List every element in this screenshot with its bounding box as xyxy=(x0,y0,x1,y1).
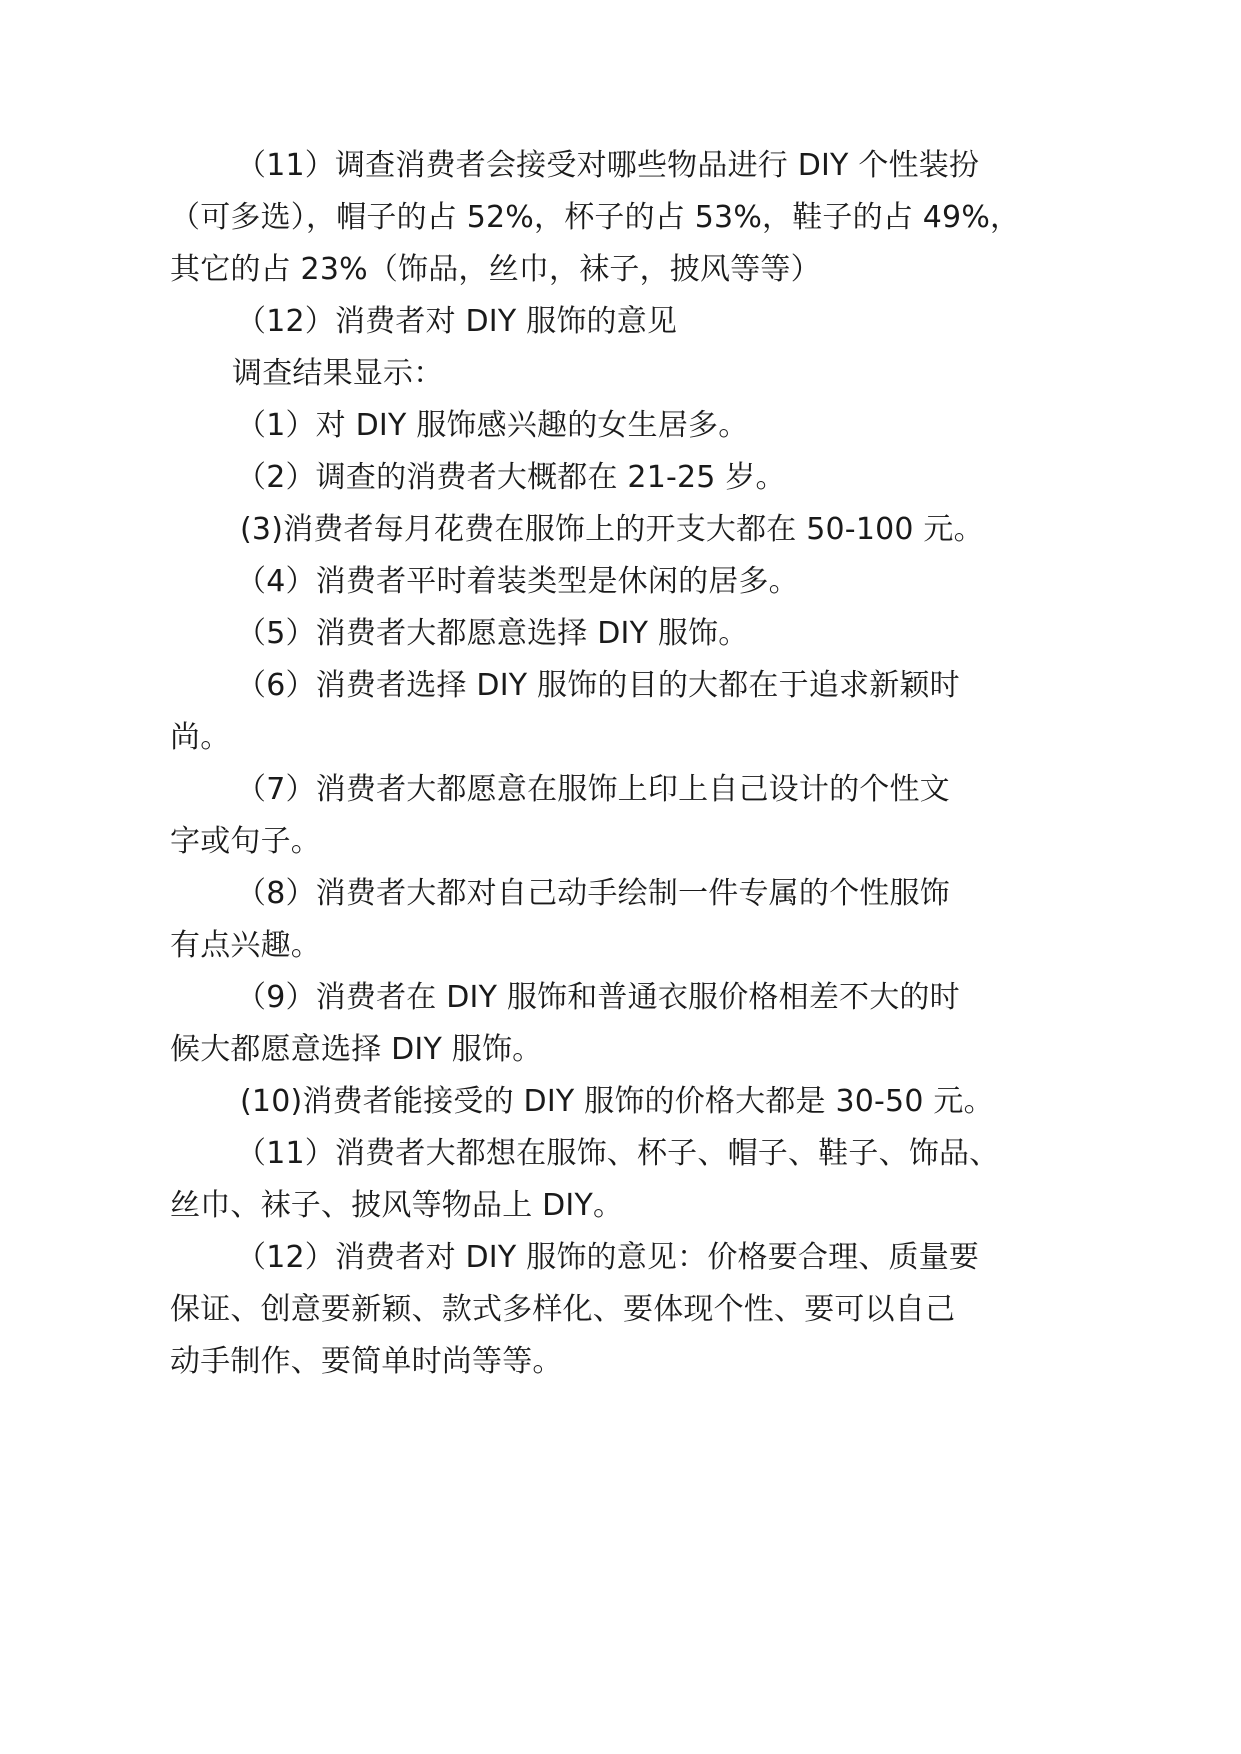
text-line: 动手制作、要简单时尚等等。 xyxy=(170,1344,563,1379)
text-line: 候大都愿意选择 DIY 服饰。 xyxy=(170,1032,543,1067)
text-line: （7）消费者大都愿意在服饰上印上自己设计的个性文 xyxy=(236,772,950,807)
text-line: （1）对 DIY 服饰感兴趣的女生居多。 xyxy=(236,408,749,443)
text-line: 字或句子。 xyxy=(170,824,321,859)
text-line: （6）消费者选择 DIY 服饰的目的大都在于追求新颖时 xyxy=(236,668,960,703)
text-line: （可多选），帽子的占 52%，杯子的占 53%，鞋子的占 49%， xyxy=(170,200,1021,235)
text-line: 其它的占 23%（饰品，丝巾，袜子，披风等等） xyxy=(170,252,821,287)
text-line: （12）消费者对 DIY 服饰的意见：价格要合理、质量要 xyxy=(236,1240,980,1275)
text-line: （11）调查消费者会接受对哪些物品进行 DIY 个性装扮 xyxy=(236,148,980,183)
text-line: 丝巾、袜子、披风等物品上 DIY。 xyxy=(170,1188,624,1223)
text-line: 保证、创意要新颖、款式多样化、要体现个性、要可以自己 xyxy=(170,1292,956,1327)
text-line: （5）消费者大都愿意选择 DIY 服饰。 xyxy=(236,616,749,651)
text-line: （2）调查的消费者大概都在 21-25 岁。 xyxy=(236,460,786,495)
text-line: 尚。 xyxy=(170,720,231,755)
text-line: (10)消费者能接受的 DIY 服饰的价格大都是 30-50 元。 xyxy=(240,1084,994,1119)
text-line: （8）消费者大都对自己动手绘制一件专属的个性服饰 xyxy=(236,876,950,911)
text-line: 有点兴趣。 xyxy=(170,928,321,963)
text-line: （9）消费者在 DIY 服饰和普通衣服价格相差不大的时 xyxy=(236,980,960,1015)
text-line: （11）消费者大都想在服饰、杯子、帽子、鞋子、饰品、 xyxy=(236,1136,1000,1171)
text-line: （4）消费者平时着装类型是休闲的居多。 xyxy=(236,564,799,599)
text-line: (3)消费者每月花费在服饰上的开支大都在 50-100 元。 xyxy=(240,512,984,547)
text-line: 调查结果显示： xyxy=(232,356,444,391)
text-line: （12）消费者对 DIY 服饰的意见 xyxy=(236,304,678,339)
